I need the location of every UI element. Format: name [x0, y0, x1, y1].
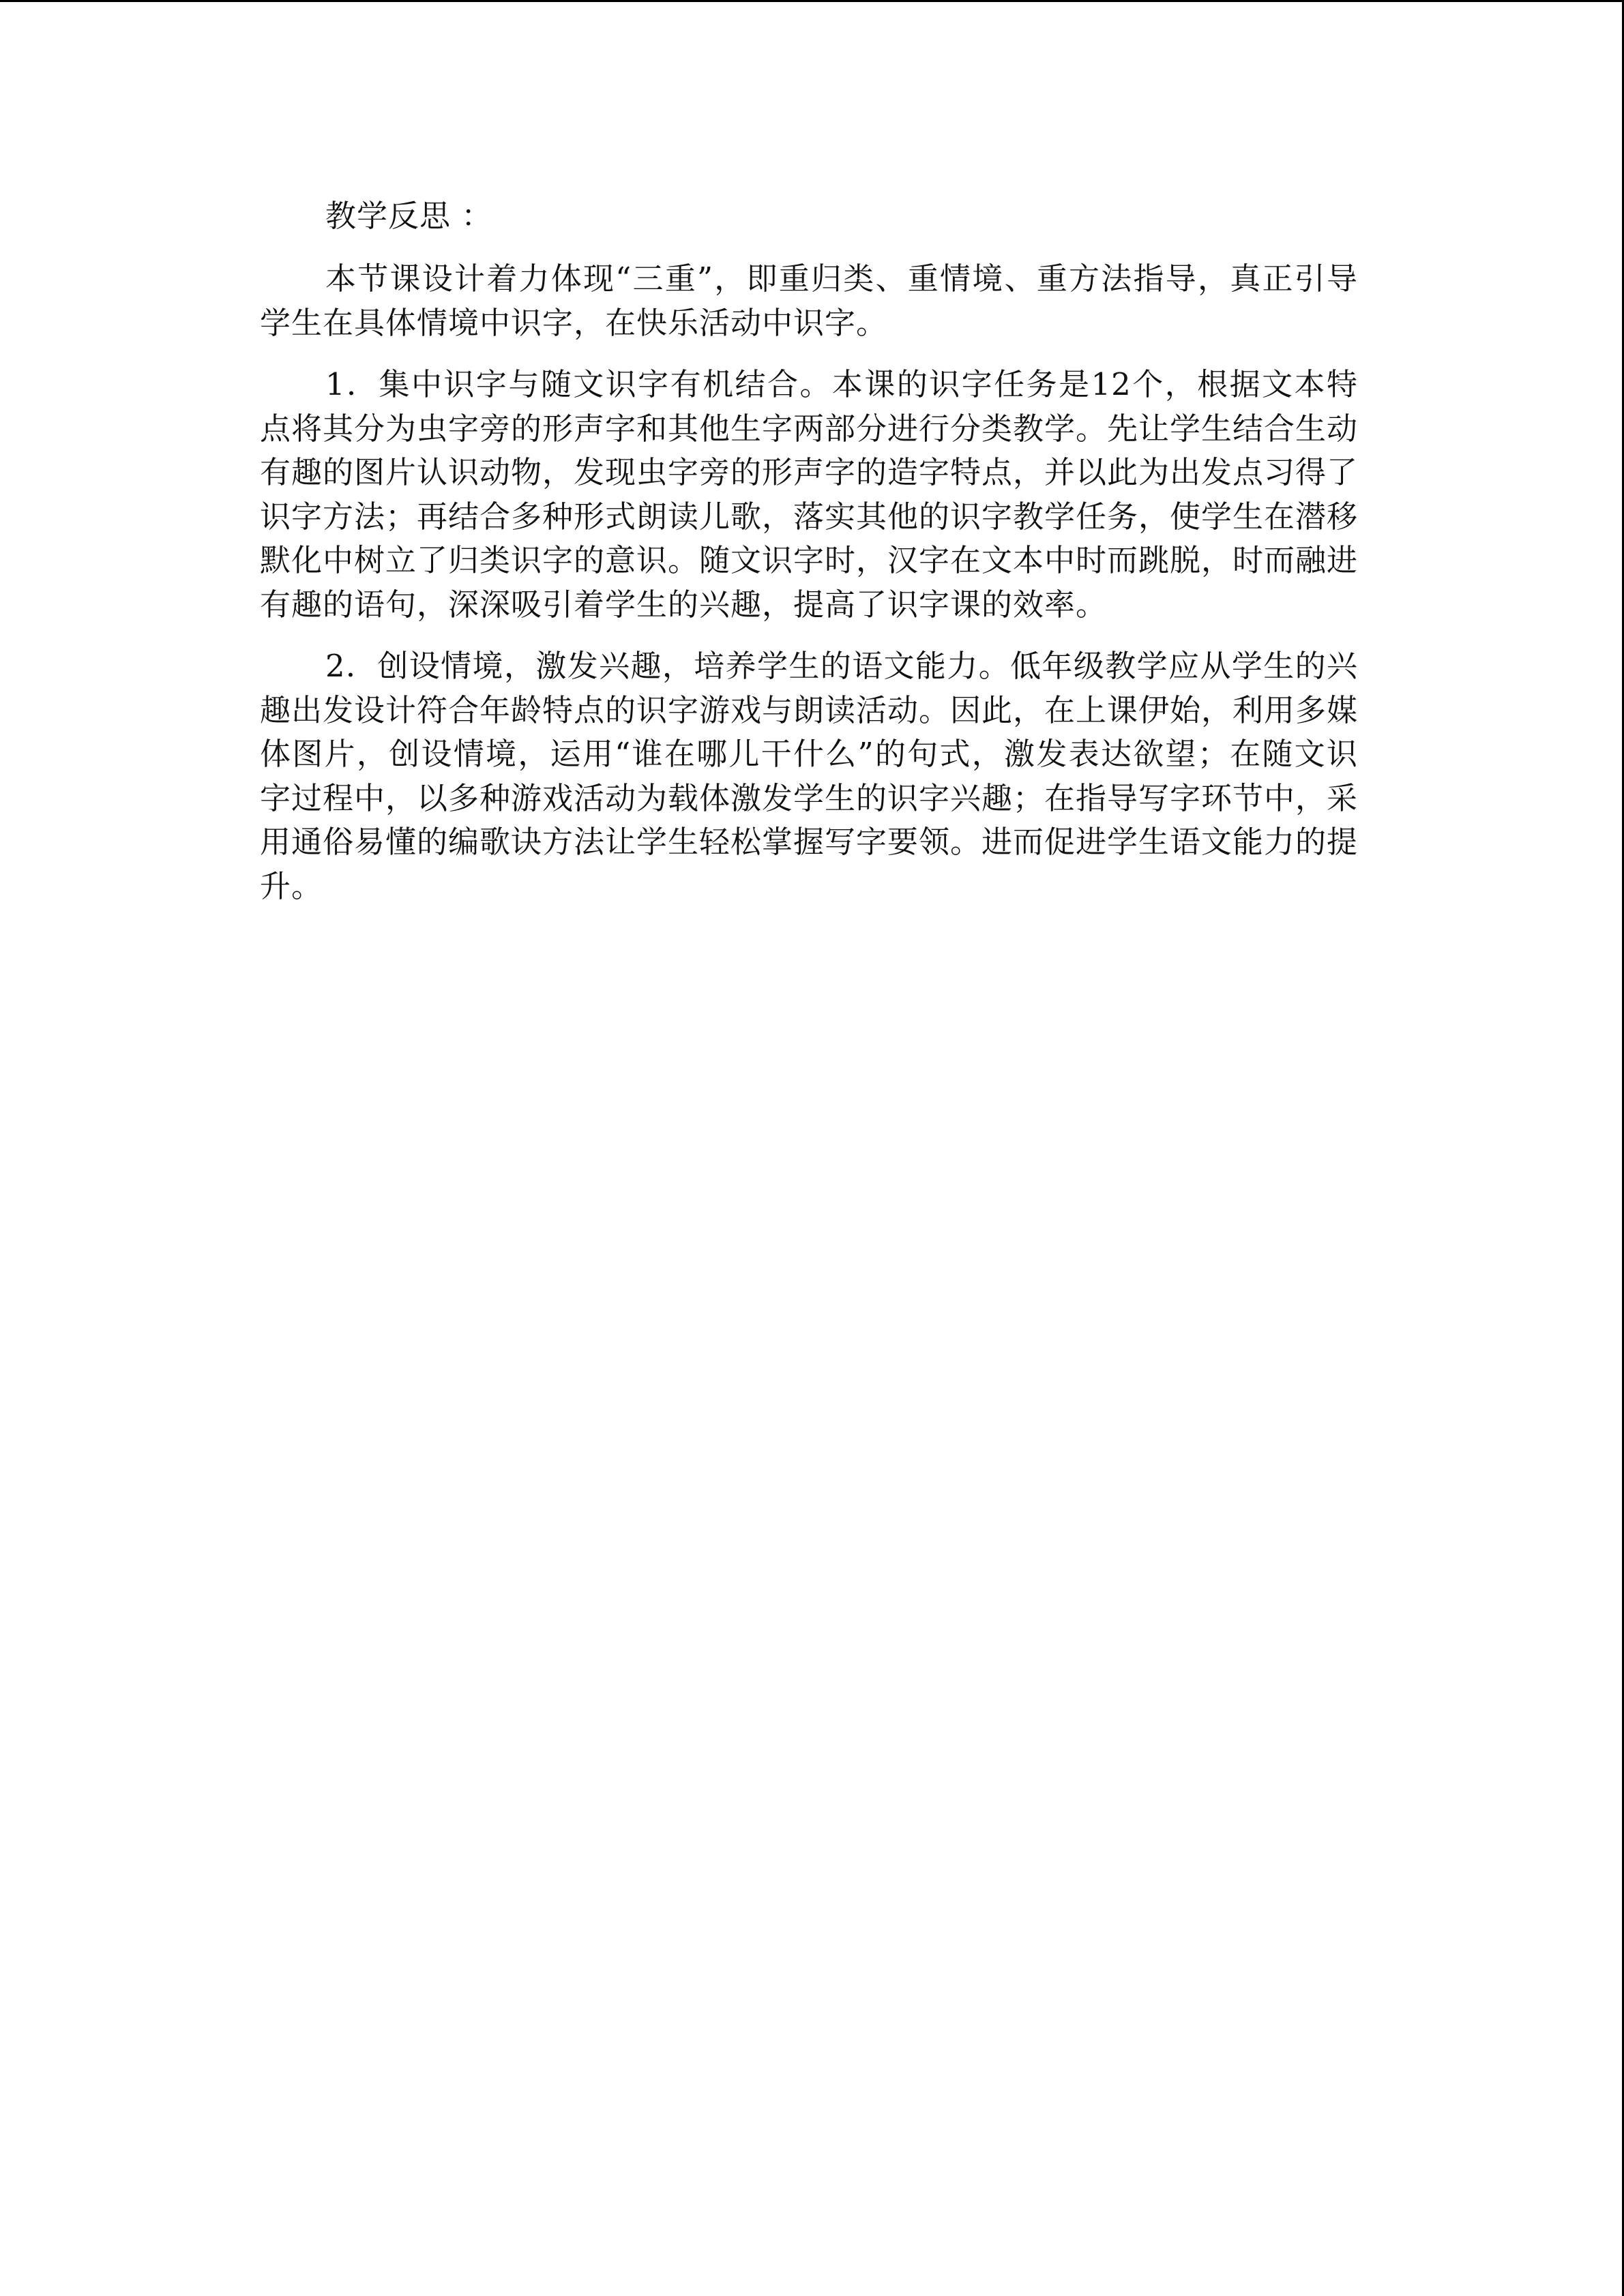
reflection-point-1: 1．集中识字与随文识字有机结合。本课的识字任务是12个，根据文本特点将其分为虫字旁的形声字和其他生字两部分进行分类教学。先让学生结合生动有趣的图片认识动物，发现虫字旁的形声字的造字特点，并以此为出发点习得了识字方法；再结合多种形式朗读儿歌，落实其他的识字教学任务，使学生在潜移默化中树立了归类识字的意识。随文识字时，汉字在文本中时而跳脱，时而融进有趣的语句，深深吸引着学生的兴趣，提高了识字课的效率。 [260, 366, 1359, 623]
section-heading: 教学反思 ： [325, 198, 493, 234]
reflection-point-2: 2．创设情境，激发兴趣，培养学生的语文能力。低年级教学应从学生的兴趣出发设计符合年龄特点的识字游戏与朗读活动。因此，在上课伊始，利用多媒体图片，创设情境，运用“谁在哪儿干什么”的句式，激发表达欲望；在随文识字过程中，以多种游戏活动为载体激发学生的识字兴趣；在指导写字环节中，采用通俗易懂的编歌诀方法让学生轻松掌握写字要领。进而促进学生语文能力的提升。 [260, 648, 1359, 904]
intro-paragraph: 本节课设计着力体现“三重”，即重归类、重情境、重方法指导，真正引导学生在具体情境中识字，在快乐活动中识字。 [260, 260, 1358, 341]
document-body [260, 194, 1358, 926]
